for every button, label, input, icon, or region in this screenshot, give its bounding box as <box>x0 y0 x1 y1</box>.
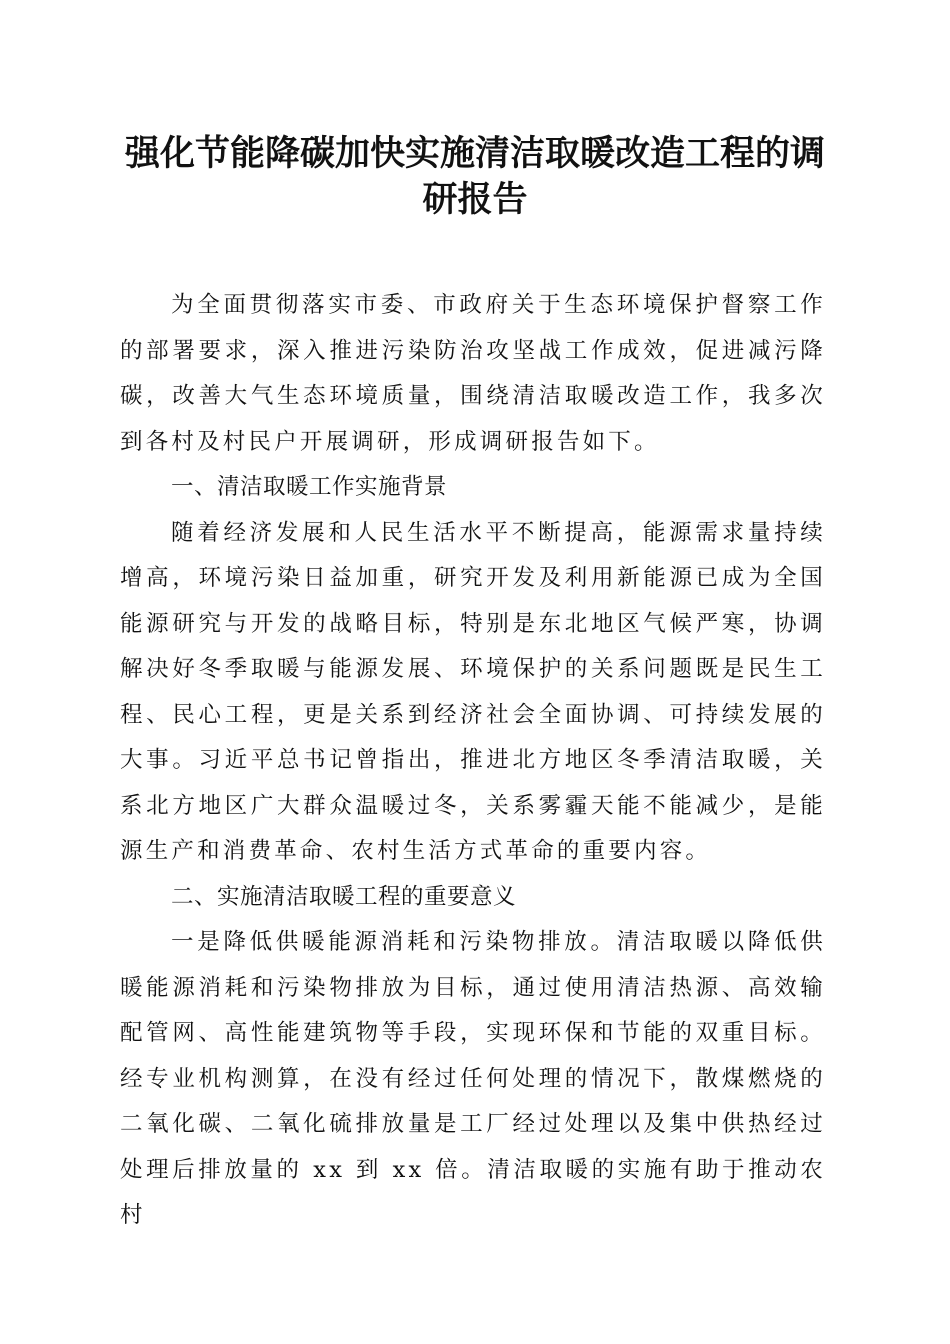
intro-paragraph: 为全面贯彻落实市委、市政府关于生态环境保护督察工作的部署要求，深入推进污染防治攻坚战工作成效，促进减污降碳，改善大气生态环境质量，围绕清洁取暖改造工作，我多次到各村及村民户开展调研，形成调研报告如下。 <box>120 292 826 455</box>
section-1-paragraph: 随着经济发展和人民生活水平不断提高，能源需求量持续增高，环境污染日益加重，研究开发及利用新能源已成为全国能源研究与开发的战略目标，特别是东北地区气候严寒，协调解决好冬季取暖与能源发展、环境保护的关系问题既是民生工程、民心工程，更是关系到经济社会全面协调、可持续发展的大事。习近平总书记曾指出，推进北方地区冬季清洁取暖，关系北方地区广大群众温暖过冬，关系雾霾天能不能减少，是能源生产和消费革命、农村生活方式革命的重要内容。 <box>120 519 826 864</box>
report-title: 强化节能降碳加快实施清洁取暖改造工程的调研报告 <box>124 133 825 220</box>
point-1-lead-sentence: 一是降低供暖能源消耗和污染物排放。 <box>171 929 617 955</box>
report-body <box>120 283 826 1239</box>
point-1-body-text: 清洁取暖以降低供暖能源消耗和污染物排放为目标，通过使用清洁热源、高效输配管网、高性能建筑物等手段，实现环保和节能的双重目标。经专业机构测算，在没有经过任何处理的情况下，散煤燃烧的二氧化碳、二氧化硫排放量是工厂经过处理以及集中供热经过处理后排放量的 xx 到 xx 倍。清洁取暖的实施有助于推动农村 <box>120 929 826 1228</box>
section-2-point-1-paragraph <box>120 920 826 1239</box>
section-2-heading: 二、实施清洁取暖工程的重要意义 <box>171 883 517 910</box>
section-1-heading: 一、清洁取暖工作实施背景 <box>171 474 448 500</box>
